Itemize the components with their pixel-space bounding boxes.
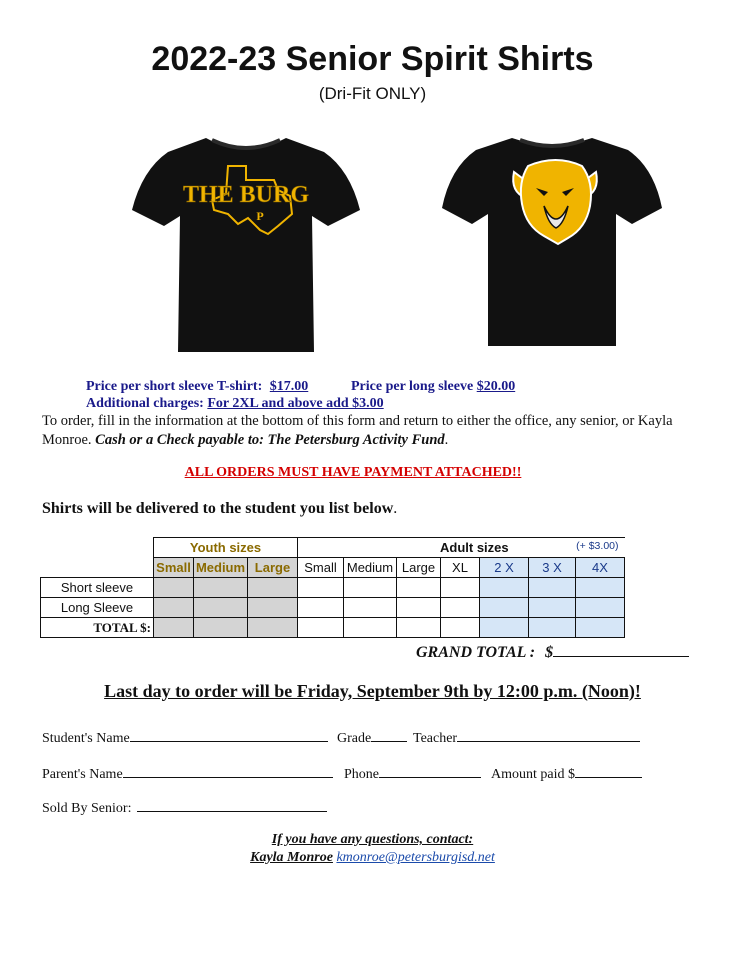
qty-cell[interactable] bbox=[344, 578, 397, 598]
youth-sizes-header: Youth sizes bbox=[154, 538, 298, 558]
qty-cell[interactable] bbox=[441, 598, 480, 618]
student-name-label: Student's Name bbox=[42, 731, 130, 746]
grand-total: GRAND TOTAL : $ bbox=[416, 642, 689, 662]
qty-cell[interactable] bbox=[194, 598, 248, 618]
qty-cell[interactable] bbox=[298, 598, 344, 618]
instructions-line-2: Monroe. bbox=[42, 432, 96, 448]
qty-cell[interactable] bbox=[576, 578, 625, 598]
short-sleeve-price: $17.00 bbox=[269, 379, 309, 394]
row-label-total: TOTAL $: bbox=[41, 618, 154, 638]
amount-paid-label: Amount paid $ bbox=[491, 767, 575, 782]
size-4x: 4X bbox=[576, 558, 625, 578]
order-table bbox=[40, 537, 625, 638]
total-cell[interactable] bbox=[480, 618, 529, 638]
row-label-short-sleeve: Short sleeve bbox=[41, 578, 154, 598]
additional-charges-value: For 2XL and above add $3.00 bbox=[207, 396, 384, 411]
qty-cell[interactable] bbox=[529, 578, 576, 598]
row-label-long-sleeve: Long Sleeve bbox=[41, 598, 154, 618]
contact-line bbox=[0, 850, 745, 866]
total-cell[interactable] bbox=[194, 618, 248, 638]
phone-label: Phone bbox=[344, 767, 379, 782]
adult-sizes-header: Adult sizes (+ $3.00) bbox=[298, 538, 625, 558]
order-deadline: Last day to order will be Friday, September 9th by 12:00 p.m. (Noon)! bbox=[104, 681, 641, 701]
grand-total-label: GRAND TOTAL : bbox=[416, 644, 536, 661]
qty-cell[interactable] bbox=[576, 598, 625, 618]
sold-by-label: Sold By Senior: bbox=[42, 801, 132, 816]
qty-cell[interactable] bbox=[344, 598, 397, 618]
contact-email-link[interactable]: kmonroe@petersburgisd.net bbox=[336, 850, 495, 865]
size-2x: 2 X bbox=[480, 558, 529, 578]
back-shirt-image bbox=[440, 132, 664, 350]
total-cell[interactable] bbox=[529, 618, 576, 638]
delivery-note: Shirts will be delivered to the student you list below. bbox=[42, 500, 398, 517]
size-adult-medium: Medium bbox=[344, 558, 397, 578]
teacher-field[interactable] bbox=[457, 727, 640, 742]
qty-cell[interactable] bbox=[480, 578, 529, 598]
long-sleeve-price: $20.00 bbox=[476, 379, 516, 394]
total-cell[interactable] bbox=[441, 618, 480, 638]
sold-by-field[interactable] bbox=[137, 797, 327, 812]
size-youth-small: Small bbox=[154, 558, 194, 578]
front-shirt-text: THE BURG bbox=[182, 182, 310, 208]
instructions-line-1: To order, fill in the information at the bottom of this form and return to either the office, any senior, or Kayla bbox=[42, 413, 673, 429]
order-instructions: To order, fill in the information at the bottom of this form and return to either the office, any senior, or Kayla Monroe. Cash or a Check payable to: The Petersburg Activity Fund. bbox=[42, 412, 722, 450]
teacher-label: Teacher bbox=[413, 731, 458, 746]
phone-field[interactable] bbox=[379, 763, 481, 778]
qty-cell[interactable] bbox=[298, 578, 344, 598]
payment-payable-to: Cash or a Check payable to: The Petersburg Activity Fund bbox=[95, 432, 445, 448]
grade-field[interactable] bbox=[371, 727, 407, 742]
qty-cell[interactable] bbox=[480, 598, 529, 618]
qty-cell[interactable] bbox=[441, 578, 480, 598]
contact-name: Kayla Monroe bbox=[250, 850, 333, 865]
short-sleeve-price-label: Price per short sleeve T-shirt: bbox=[86, 379, 263, 394]
parent-name-label: Parent's Name bbox=[42, 767, 123, 782]
grand-total-field[interactable] bbox=[553, 642, 689, 657]
qty-cell[interactable] bbox=[194, 578, 248, 598]
size-youth-medium: Medium bbox=[194, 558, 248, 578]
additional-charges-label: Additional charges: bbox=[86, 396, 204, 411]
table-row bbox=[41, 578, 625, 598]
contact-heading: If you have any questions, contact: bbox=[271, 832, 474, 847]
size-3x: 3 X bbox=[529, 558, 576, 578]
size-adult-xl: XL bbox=[441, 558, 480, 578]
qty-cell[interactable] bbox=[397, 578, 441, 598]
surcharge-note: (+ $3.00) bbox=[576, 540, 619, 552]
total-cell[interactable] bbox=[298, 618, 344, 638]
table-row bbox=[41, 598, 625, 618]
amount-paid-field[interactable] bbox=[575, 763, 642, 778]
table-row bbox=[41, 618, 625, 638]
qty-cell[interactable] bbox=[529, 598, 576, 618]
qty-cell[interactable] bbox=[154, 598, 194, 618]
size-adult-small: Small bbox=[298, 558, 344, 578]
parent-name-field[interactable] bbox=[123, 763, 333, 778]
total-cell[interactable] bbox=[248, 618, 298, 638]
size-youth-large: Large bbox=[248, 558, 298, 578]
qty-cell[interactable] bbox=[248, 578, 298, 598]
total-cell[interactable] bbox=[154, 618, 194, 638]
qty-cell[interactable] bbox=[248, 598, 298, 618]
total-cell[interactable] bbox=[576, 618, 625, 638]
total-cell[interactable] bbox=[397, 618, 441, 638]
grade-label: Grade bbox=[337, 731, 372, 746]
size-adult-large: Large bbox=[397, 558, 441, 578]
total-cell[interactable] bbox=[344, 618, 397, 638]
front-shirt-letter: P bbox=[256, 209, 264, 223]
student-name-field[interactable] bbox=[130, 727, 328, 742]
front-shirt-image bbox=[128, 130, 364, 356]
page-title: 2022-23 Senior Spirit Shirts bbox=[151, 40, 594, 78]
qty-cell[interactable] bbox=[397, 598, 441, 618]
page-subtitle: (Dri-Fit ONLY) bbox=[318, 84, 427, 103]
payment-required-note: ALL ORDERS MUST HAVE PAYMENT ATTACHED!! bbox=[184, 465, 522, 480]
long-sleeve-price-label: Price per long sleeve bbox=[351, 379, 474, 394]
qty-cell[interactable] bbox=[154, 578, 194, 598]
